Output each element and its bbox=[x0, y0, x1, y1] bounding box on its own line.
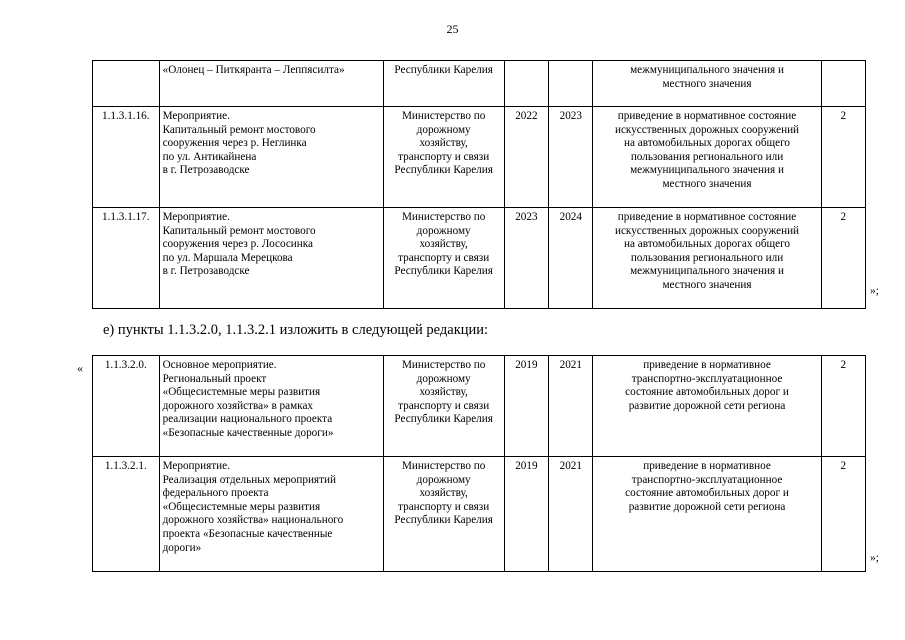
cell-measure-name bbox=[159, 356, 383, 457]
amendment-paragraph: е) пункты 1.1.3.2.0, 1.1.3.2.1 изложить в следующей редакции: bbox=[103, 322, 489, 338]
cell-measure-name-line: реализации национального проекта bbox=[162, 413, 333, 426]
cell-result bbox=[593, 457, 821, 572]
closing-quote-mark: »; bbox=[870, 552, 879, 564]
cell-measure-name-line: Мероприятие. bbox=[162, 460, 230, 472]
cell-result-line: пользования регионального или bbox=[630, 150, 784, 163]
cell-measure-name-line: в г. Петрозаводске bbox=[162, 265, 250, 278]
cell-executor-line: дорожному bbox=[416, 473, 471, 486]
cell-measure-name-line: дорожного хозяйства» национального bbox=[162, 514, 344, 527]
cell-measure-name-line: по ул. Антикайнена bbox=[162, 150, 257, 163]
cell-result-line: транспортно-эксплуатационное bbox=[631, 372, 783, 385]
cell-executor-line: дорожному bbox=[416, 372, 471, 385]
cell-result-line: межмуниципального значения и bbox=[630, 164, 784, 177]
cell-result-line: межмуниципального значения и bbox=[630, 64, 784, 76]
cell-measure-name-line: Реализация отдельных мероприятий bbox=[162, 473, 336, 486]
table-row bbox=[93, 208, 866, 309]
cell-executor-line: хозяйству, bbox=[419, 487, 468, 500]
table-measures-2 bbox=[92, 355, 866, 572]
table-measures-1 bbox=[92, 60, 866, 309]
cell-result-line: местного значения bbox=[662, 77, 752, 90]
cell-year-start bbox=[504, 61, 548, 107]
cell-number: 1.1.3.1.17. bbox=[93, 208, 160, 309]
cell-result-line: на автомобильных дорогах общего bbox=[624, 137, 790, 150]
cell-result bbox=[593, 107, 821, 208]
cell-executor-line: Республики Карелия bbox=[394, 413, 493, 426]
cell-measure-name-line: сооружения через р. Неглинка bbox=[162, 137, 307, 150]
cell-measure-name-line: Мероприятие. bbox=[162, 110, 230, 122]
cell-result bbox=[593, 61, 821, 107]
cell-executor-line: Министерство по bbox=[401, 460, 486, 472]
cell-result-line: развитие дорожной сети региона bbox=[628, 500, 786, 513]
cell-executor-line: дорожному bbox=[416, 123, 471, 136]
cell-measure-name-line: федерального проекта bbox=[162, 487, 269, 500]
cell-measure-name-line: проекта «Безопасные качественные bbox=[162, 527, 333, 540]
cell-measure-name-line: Мероприятие. bbox=[162, 211, 230, 223]
cell-measure-name-line: «Общесистемные меры развития bbox=[162, 500, 321, 513]
cell-year-start: 2019 bbox=[504, 457, 548, 572]
cell-measure-name-line: Капитальный ремонт мостового bbox=[162, 224, 316, 237]
cell-indicator: 2 bbox=[821, 107, 865, 208]
cell-measure-name bbox=[159, 208, 383, 309]
cell-result-line: местного значения bbox=[662, 177, 752, 190]
page-number: 25 bbox=[446, 22, 459, 36]
cell-number: 1.1.3.2.0. bbox=[93, 356, 160, 457]
table-row bbox=[93, 457, 866, 572]
cell-year-end: 2024 bbox=[549, 208, 593, 309]
table-row bbox=[93, 107, 866, 208]
cell-result-line: пользования регионального или bbox=[630, 251, 784, 264]
cell-year-end: 2021 bbox=[549, 457, 593, 572]
cell-result-line: приведение в нормативное bbox=[643, 460, 771, 472]
cell-executor-line: Республики Карелия bbox=[394, 265, 493, 278]
cell-measure-name-line: дорожного хозяйства» в рамках bbox=[162, 399, 314, 412]
cell-result-line: на автомобильных дорогах общего bbox=[624, 238, 790, 251]
cell-measure-name-line: «Общесистемные меры развития bbox=[162, 386, 321, 399]
cell-measure-name-line: «Безопасные качественные дороги» bbox=[162, 426, 334, 439]
cell-number: 1.1.3.1.16. bbox=[93, 107, 160, 208]
cell-result-line: состояние автомобильных дорог и bbox=[625, 386, 789, 399]
cell-result-line: приведение в нормативное состояние bbox=[617, 211, 797, 223]
table-row bbox=[93, 61, 866, 107]
cell-number bbox=[93, 61, 160, 107]
cell-result-line: приведение в нормативное bbox=[643, 359, 771, 371]
cell-executor-line: Министерство по bbox=[401, 359, 486, 371]
cell-executor-line: хозяйству, bbox=[419, 238, 468, 251]
cell-year-start: 2022 bbox=[504, 107, 548, 208]
cell-measure-name-line: дороги» bbox=[162, 541, 202, 554]
cell-measure-name-line: Основное мероприятие. bbox=[162, 359, 277, 371]
cell-executor bbox=[383, 356, 504, 457]
cell-executor bbox=[383, 457, 504, 572]
cell-measure-name bbox=[159, 457, 383, 572]
cell-executor-line: Министерство по bbox=[401, 110, 486, 122]
cell-year-end: 2023 bbox=[549, 107, 593, 208]
opening-quote-mark: « bbox=[77, 361, 83, 375]
cell-executor-line: хозяйству, bbox=[419, 137, 468, 150]
cell-result-line: межмуниципального значения и bbox=[630, 265, 784, 278]
cell-result bbox=[593, 356, 821, 457]
cell-year-end: 2021 bbox=[549, 356, 593, 457]
cell-executor-line: Республики Карелия bbox=[394, 164, 493, 177]
cell-indicator: 2 bbox=[821, 457, 865, 572]
cell-result-line: состояние автомобильных дорог и bbox=[625, 487, 789, 500]
cell-measure-name bbox=[159, 107, 383, 208]
cell-year-start: 2019 bbox=[504, 356, 548, 457]
cell-measure-name-line: сооружения через р. Лососинка bbox=[162, 238, 313, 251]
cell-number: 1.1.3.2.1. bbox=[93, 457, 160, 572]
cell-result bbox=[593, 208, 821, 309]
cell-executor-line: Республики Карелия bbox=[394, 514, 493, 527]
cell-executor bbox=[383, 107, 504, 208]
cell-executor-line: транспорту и связи bbox=[398, 500, 490, 513]
cell-measure-name-line: в г. Петрозаводске bbox=[162, 164, 250, 177]
cell-result-line: искусственных дорожных сооружений bbox=[614, 123, 800, 136]
cell-executor-line: дорожному bbox=[416, 224, 471, 237]
cell-indicator: 2 bbox=[821, 208, 865, 309]
cell-measure-name-line: Капитальный ремонт мостового bbox=[162, 123, 316, 136]
cell-measure-name-line: Региональный проект bbox=[162, 372, 267, 385]
cell-year-end bbox=[549, 61, 593, 107]
cell-result-line: искусственных дорожных сооружений bbox=[614, 224, 800, 237]
cell-measure-name bbox=[159, 61, 383, 107]
cell-executor-line: транспорту и связи bbox=[398, 251, 490, 264]
cell-indicator: 2 bbox=[821, 356, 865, 457]
cell-indicator bbox=[821, 61, 865, 107]
cell-executor-line: хозяйству, bbox=[419, 386, 468, 399]
cell-executor-line: транспорту и связи bbox=[398, 399, 490, 412]
cell-executor bbox=[383, 61, 504, 107]
table-row bbox=[93, 356, 866, 457]
cell-executor-line: Министерство по bbox=[401, 211, 486, 223]
cell-result-line: приведение в нормативное состояние bbox=[617, 110, 797, 122]
cell-measure-name-line: по ул. Маршала Мерецкова bbox=[162, 251, 293, 264]
cell-executor-line: Республики Карелия bbox=[394, 64, 493, 76]
closing-quote-mark: »; bbox=[870, 285, 879, 297]
cell-measure-name-line: «Олонец – Питкяранта – Леппясилта» bbox=[162, 64, 345, 76]
cell-executor-line: транспорту и связи bbox=[398, 150, 490, 163]
cell-result-line: развитие дорожной сети региона bbox=[628, 399, 786, 412]
cell-executor bbox=[383, 208, 504, 309]
cell-year-start: 2023 bbox=[504, 208, 548, 309]
cell-result-line: местного значения bbox=[662, 278, 752, 291]
cell-result-line: транспортно-эксплуатационное bbox=[631, 473, 783, 486]
